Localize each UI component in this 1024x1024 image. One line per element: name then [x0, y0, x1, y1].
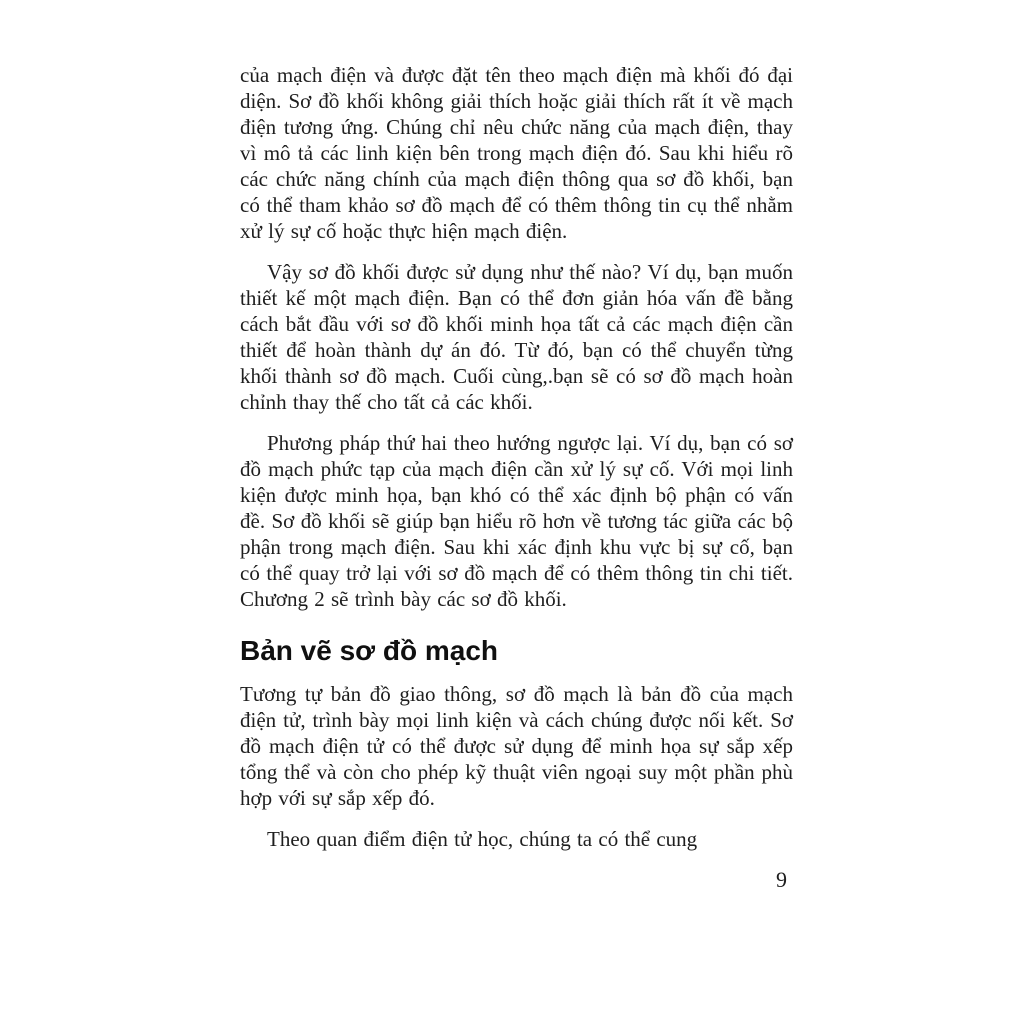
body-paragraph: Tương tự bản đồ giao thông, sơ đồ mạch là bản đồ của mạch điện tử, trình bày mọi linh kiện và cách chúng được nối kết. Sơ đồ mạch điện tử có thể được sử dụng để minh họa sự sắp xếp tổng thể và còn cho phép kỹ thuật viên ngoại suy một phần phù hợp với sự sắp xếp đó. [240, 682, 793, 810]
page-number: 9 [776, 867, 787, 892]
body-paragraph: Theo quan điểm điện tử học, chúng ta có thể cung [267, 827, 698, 851]
text-column [240, 62, 793, 893]
section-heading: Bản vẽ sơ đồ mạch [240, 635, 498, 666]
body-paragraph: Vậy sơ đồ khối được sử dụng như thế nào? Ví dụ, bạn muốn thiết kế một mạch điện. Bạn có thể đơn giản hóa vấn đề bằng cách bắt đầu với sơ đồ khối minh họa tất cả các mạch điện cần thiết để hoàn thành dự án đó. Từ đó, bạn có thể chuyển từng khối thành sơ đồ mạch. Cuối cùng,.bạn sẽ có sơ đồ mạch hoàn chỉnh thay thế cho tất cả các khối. [240, 260, 793, 414]
body-paragraph: của mạch điện và được đặt tên theo mạch điện mà khối đó đại diện. Sơ đồ khối không giải thích hoặc giải thích rất ít về mạch điện tương ứng. Chúng chỉ nêu chức năng của mạch điện, thay vì mô tả các linh kiện bên trong mạch điện đó. Sau khi hiểu rõ các chức năng chính của mạch điện thông qua sơ đồ khối, bạn có thể tham khảo sơ đồ mạch để có thêm thông tin cụ thể nhằm xử lý sự cố hoặc thực hiện mạch điện. [240, 63, 793, 243]
body-paragraph: Phương pháp thứ hai theo hướng ngược lại. Ví dụ, bạn có sơ đồ mạch phức tạp của mạch điện cần xử lý sự cố. Với mọi linh kiện được minh họa, bạn khó có thể xác định bộ phận có vấn đề. Sơ đồ khối sẽ giúp bạn hiểu rõ hơn về tương tác giữa các bộ phận trong mạch điện. Sau khi xác định khu vực bị sự cố, bạn có thể quay trở lại với sơ đồ mạch để có thêm thông tin chi tiết. Chương 2 sẽ trình bày các sơ đồ khối. [240, 431, 793, 611]
